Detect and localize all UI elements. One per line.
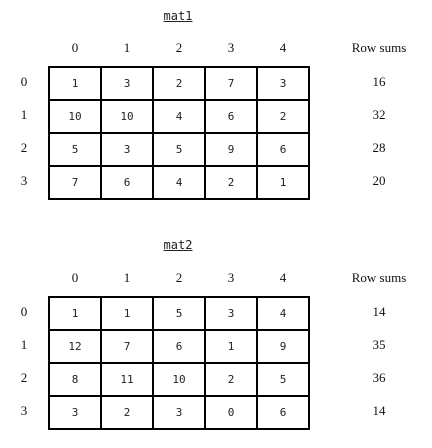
column-index: 3 [227,40,235,55]
matrix-cell: 3 [258,68,308,99]
row-index: 2 [20,140,28,155]
matrix-cell: 1 [50,298,100,329]
matrix-cell: 1 [102,298,152,329]
matrix-cell: 12 [50,331,100,362]
matrix-cell: 6 [154,331,204,362]
row-index: 3 [20,403,28,418]
row-index: 0 [20,304,28,319]
row-sum-value: 35 [372,337,386,352]
matrix-cell: 7 [50,167,100,198]
column-index: 2 [175,270,183,285]
matrix-cell: 10 [50,101,100,132]
matrix-grid [48,66,310,200]
matrix-cell: 1 [258,167,308,198]
matrix-cell: 10 [154,364,204,395]
matrix-cell: 5 [154,134,204,165]
column-index: 3 [227,270,235,285]
column-index: 1 [123,270,131,285]
matrix-cell: 10 [102,101,152,132]
row-sum-value: 16 [372,74,386,89]
row-sum-value: 20 [372,173,386,188]
matrix-cell: 4 [154,167,204,198]
matrix-cell: 2 [258,101,308,132]
column-index: 4 [279,270,287,285]
matrix-cell: 7 [102,331,152,362]
matrix-title: mat2 [163,238,193,252]
matrix-cell: 2 [206,167,256,198]
row-sums-header: Row sums [351,40,407,55]
matrix-cell: 0 [206,397,256,428]
matrix-cell: 2 [206,364,256,395]
matrix-cell: 4 [154,101,204,132]
matrix-cell: 3 [154,397,204,428]
matrix-cell: 7 [206,68,256,99]
matrix-cell: 2 [154,68,204,99]
matrix-cell: 9 [206,134,256,165]
row-sum-value: 36 [372,370,386,385]
row-sum-value: 32 [372,107,386,122]
row-index: 1 [20,107,28,122]
row-index: 1 [20,337,28,352]
matrix-cell: 3 [50,397,100,428]
matrix-cell: 6 [258,397,308,428]
column-index: 1 [123,40,131,55]
matrix-cell: 1 [206,331,256,362]
row-sum-value: 14 [372,403,386,418]
matrix-cell: 11 [102,364,152,395]
row-sum-value: 28 [372,140,386,155]
row-sum-value: 14 [372,304,386,319]
matrix-cell: 6 [206,101,256,132]
matrix-cell: 3 [206,298,256,329]
matrix-cell: 4 [258,298,308,329]
matrix-cell: 5 [258,364,308,395]
matrix-cell: 2 [102,397,152,428]
matrix-cell: 3 [102,134,152,165]
matrix-cell: 1 [50,68,100,99]
column-index: 0 [71,40,79,55]
matrix-cell: 3 [102,68,152,99]
row-index: 0 [20,74,28,89]
row-sums-header: Row sums [351,270,407,285]
matrix-cell: 5 [50,134,100,165]
matrix-grid [48,296,310,430]
column-index: 2 [175,40,183,55]
matrix-cell: 9 [258,331,308,362]
matrix-cell: 8 [50,364,100,395]
column-index: 4 [279,40,287,55]
row-index: 3 [20,173,28,188]
matrix-cell: 6 [258,134,308,165]
matrix-cell: 5 [154,298,204,329]
column-index: 0 [71,270,79,285]
matrix-title: mat1 [163,9,193,23]
matrix-cell: 6 [102,167,152,198]
row-index: 2 [20,370,28,385]
